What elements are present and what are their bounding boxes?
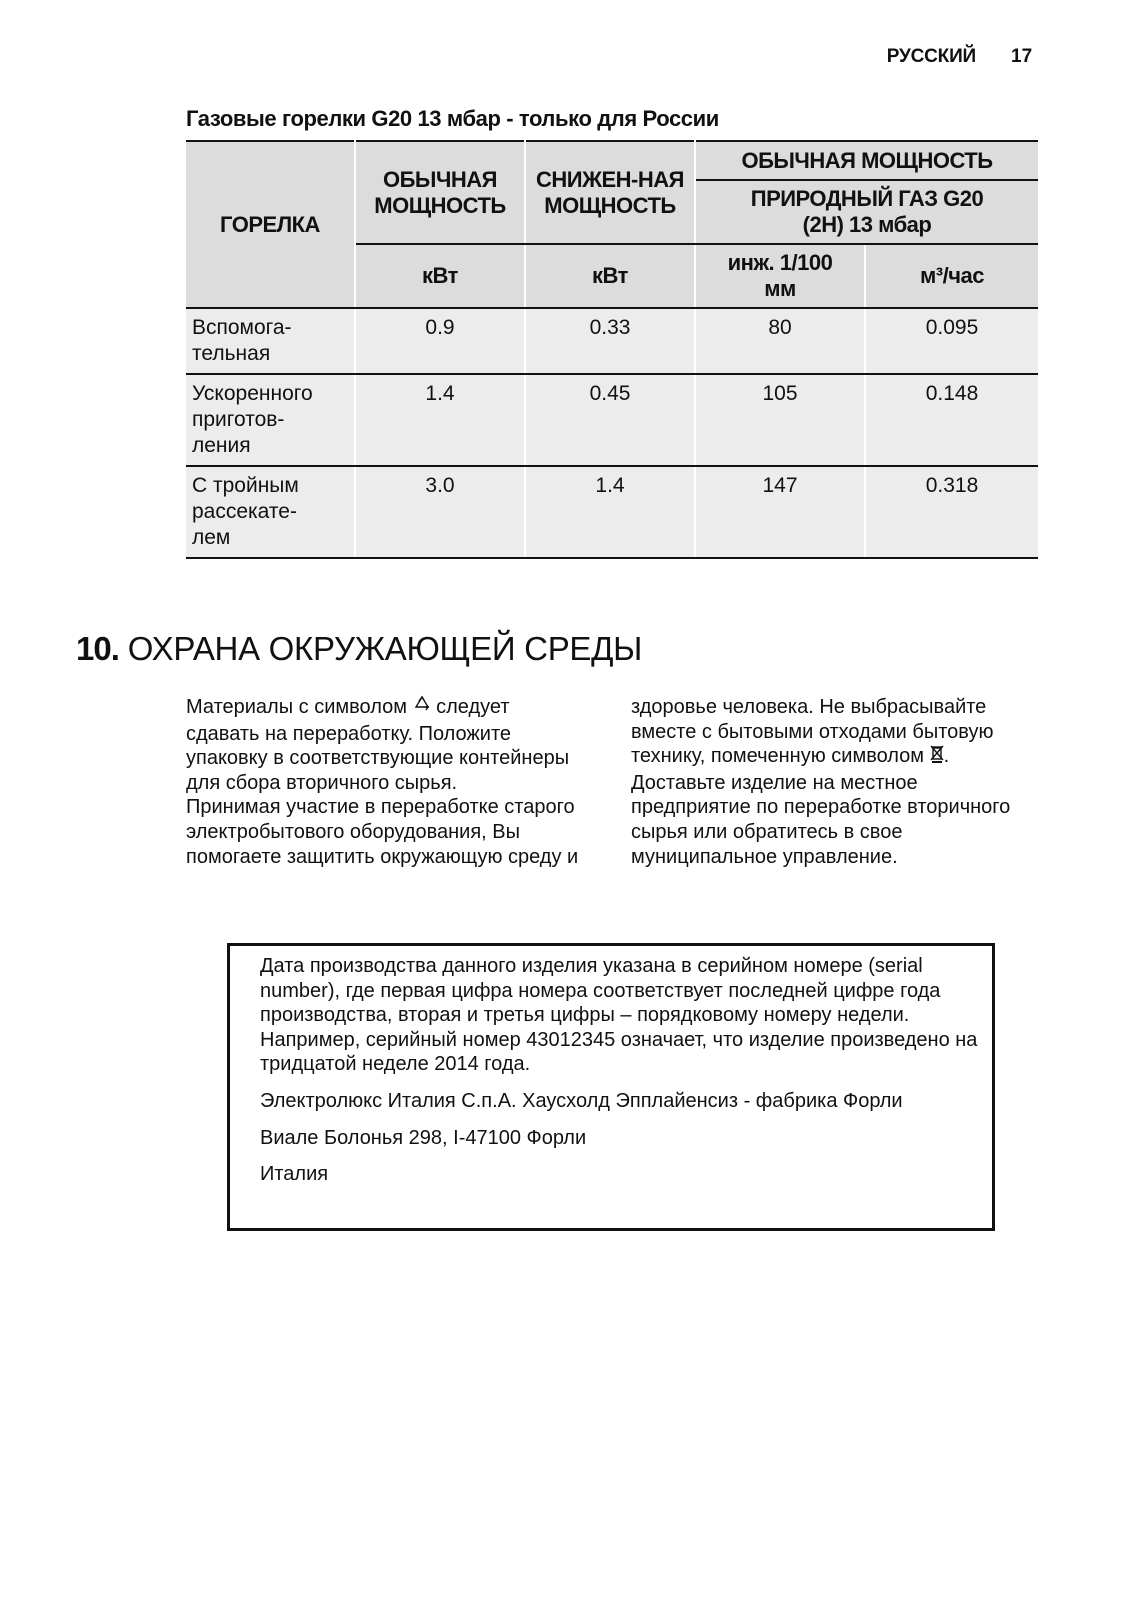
header-burner: ГОРЕЛКА [186,141,355,308]
flow-value: 0.148 [865,374,1038,466]
table-row [186,466,1038,558]
company-address: Виале Болонья 298, I-47100 Форли [260,1126,587,1149]
reduced-power-value: 1.4 [525,466,695,558]
flow-value: 0.095 [865,308,1038,374]
unit-reduced-power: кВт [525,244,695,308]
burner-name-label: Ускоренного приготов-ления [192,382,313,457]
paragraph-text: следует сдавать на переработку. Положите упаковку в соответствующие контейнеры для сбора вторичного сырья. [186,696,570,794]
header-gas-type-label: ПРИРОДНЫЙ ГАЗ G20 (2H) 13 мбар [750,186,984,237]
table-row [186,308,1038,374]
paragraph: Принимая участие в переработке старого электробытового оборудования, Вы помогаете защитить окружающую среду и [186,796,579,868]
flow-value: 0.318 [865,466,1038,558]
table-row [186,374,1038,466]
manufacturer-info-box [227,943,995,1231]
table-title: Газовые горелки G20 13 мбар - только для России [186,106,719,131]
section-number: 10. [76,630,119,667]
company-name: Электролюкс Италия С.п.А. Хаусхолд Эпплайенсиз - фабрика Форли [260,1089,903,1112]
unit-injector-label: инж. 1/100 мм [727,250,833,301]
injector-value: 105 [695,374,865,466]
header-reduced-power [525,141,695,244]
company-country: Италия [260,1163,329,1186]
unit-flow: м³/час [865,244,1038,308]
paragraph-text: . [943,745,950,768]
page-number: 17 [1011,46,1033,67]
section-title: ОХРАНА ОКРУЖАЮЩЕЙ СРЕДЫ [127,630,643,667]
normal-power-value: 3.0 [355,466,525,558]
header-language: РУССКИЙ [886,46,976,67]
paragraph: Доставьте изделие на местное предприятие по переработке вторичного сырья или обратитесь в свое муниципальное управление. [631,771,1011,868]
paragraph-text: Материалы с символом [186,696,407,718]
crossed-bin-icon [930,744,944,771]
text-column-left [186,695,586,869]
production-date-text: Дата производства данного изделия указана в серийном номере (serial number), где первая цифра номера соответствует последней цифре года производства, вторая и третья цифры – порядковому номеру недели. Например, серийный номер 43012345 означает, что изделие произведено на тридцатой неделе 2014 года. [260,955,978,1076]
burner-name [186,308,355,374]
injector-value: 80 [695,308,865,374]
burner-name [186,466,355,558]
recycle-icon [413,695,431,722]
reduced-power-value: 0.45 [525,374,695,466]
paragraph-text: здоровье человека. Не выбрасывайте вместе с бытовыми отходами бытовую технику, помеченную символом [631,696,994,768]
header-normal-power: ОБЫЧНАЯ МОЩНОСТЬ [355,141,525,244]
text-column-right [631,695,1031,869]
paragraph [631,695,1031,771]
burner-name [186,374,355,466]
header-reduced-power-label: СНИЖЕН-НАЯ МОЩНОСТЬ [536,166,684,218]
normal-power-value: 0.9 [355,308,525,374]
paragraph [186,695,586,795]
unit-injector [695,244,865,308]
reduced-power-value: 0.33 [525,308,695,374]
gas-burner-table [186,140,1038,559]
section-heading [76,630,642,668]
unit-normal-power: кВт [355,244,525,308]
burner-name-label: С тройным рассекате-лем [192,474,299,549]
normal-power-value: 1.4 [355,374,525,466]
header-gas-type [695,180,1038,244]
burner-name-label: Вспомога-тельная [192,316,292,365]
header-normal-power-group: ОБЫЧНАЯ МОЩНОСТЬ [695,141,1038,180]
injector-value: 147 [695,466,865,558]
